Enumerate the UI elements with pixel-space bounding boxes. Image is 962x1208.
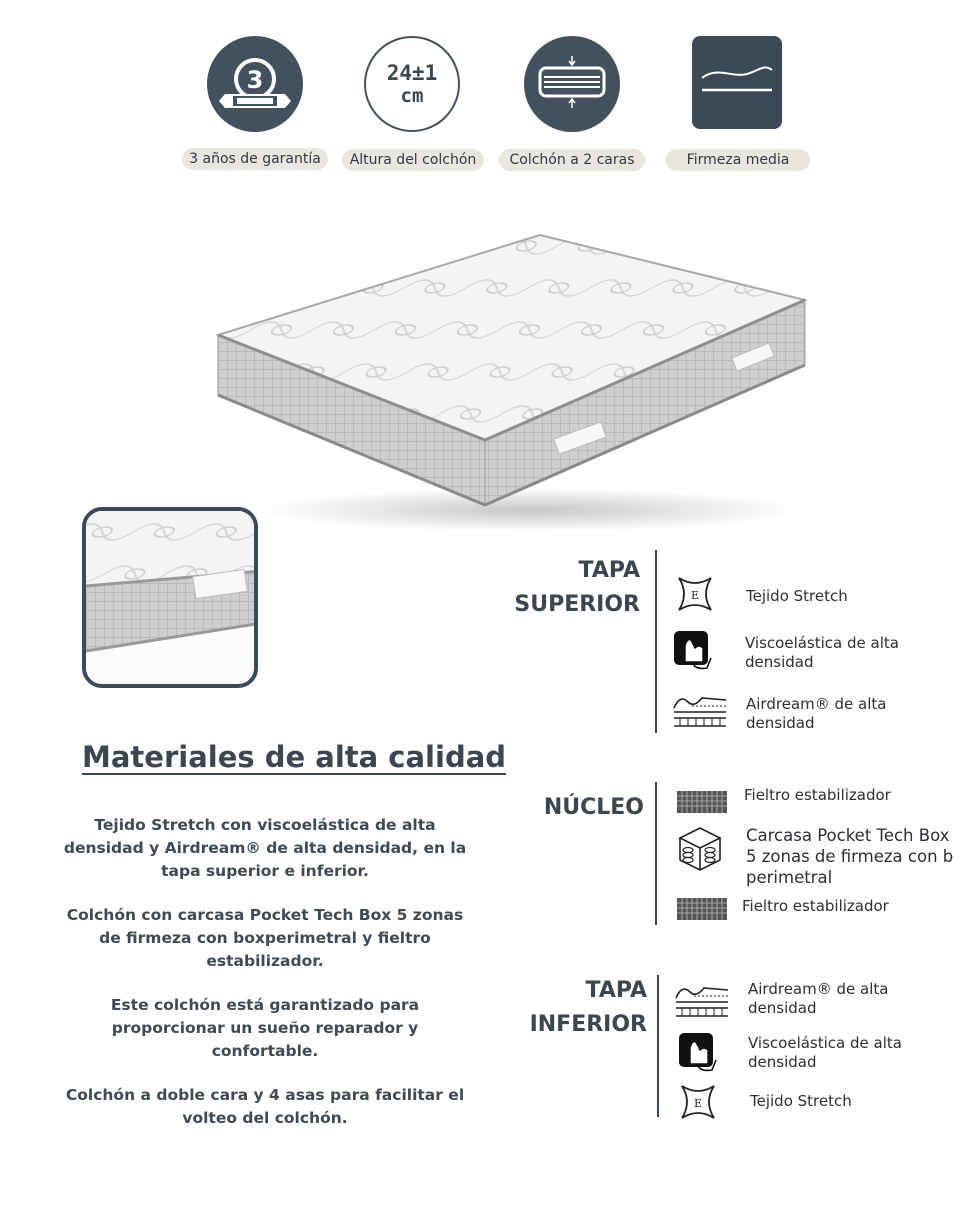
stretch-fabric-icon — [678, 1082, 718, 1122]
height-label: Altura del colchón — [342, 149, 484, 171]
airdream-icon — [672, 690, 728, 730]
height-unit: cm — [400, 85, 424, 107]
warranty-badge-icon — [207, 36, 303, 132]
materials-paragraph-1: Tejido Stretch con viscoelástica de alta densidad y Airdream® de alta densidad, en la tapa superior e inferior. — [63, 816, 467, 880]
height-badge-icon — [364, 36, 460, 132]
bottom-item-viscoelastic: Viscoelástica de alta densidad — [748, 1034, 902, 1071]
materials-paragraph-2: Colchón con carcasa Pocket Tech Box 5 zonas de firmeza con boxperimetral y fieltro estabilizador. — [66, 906, 464, 970]
warranty-label: 3 años de garantía — [182, 148, 328, 170]
bottom-layer-title: TAPA INFERIOR — [529, 978, 647, 1037]
viscoelastic-icon — [673, 630, 713, 670]
svg-text:E: E — [693, 1097, 703, 1110]
core-layer-title: NÚCLEO — [543, 795, 644, 820]
two-sides-badge-icon — [524, 36, 620, 132]
stretch-fabric-icon — [675, 574, 715, 614]
top-layer-divider — [655, 550, 657, 733]
bottom-item-stretch: Tejido Stretch — [750, 1092, 852, 1110]
firmness-label: Firmeza media — [666, 149, 810, 171]
core-item-pocket-tech: Carcasa Pocket Tech Box 5 zonas de firmeza con b perimetral — [746, 826, 954, 887]
mattress-detail-thumbnail — [82, 507, 258, 688]
core-item-felt-top: Fieltro estabilizador — [744, 786, 891, 804]
top-item-stretch: Tejido Stretch — [746, 587, 848, 605]
viscoelastic-icon — [678, 1032, 718, 1072]
core-layer-divider — [655, 782, 657, 925]
top-layer-title: TAPA SUPERIOR — [514, 558, 640, 617]
materials-paragraph-4: Colchón a doble cara y 4 asas para facilitar el volteo del colchón. — [65, 1086, 465, 1127]
materials-paragraph-3: Este colchón está garantizado para proporcionar un sueño reparador y confortable. — [110, 996, 420, 1060]
felt-stabilizer-icon — [677, 898, 727, 920]
top-item-airdream: Airdream® de alta densidad — [746, 695, 887, 732]
core-item-felt-bottom: Fieltro estabilizador — [742, 897, 889, 915]
felt-stabilizer-icon — [677, 791, 727, 813]
airdream-icon — [674, 980, 730, 1020]
bottom-layer-divider — [657, 975, 659, 1117]
top-item-viscoelastic: Viscoelástica de alta densidad — [745, 634, 899, 671]
firmness-badge-icon — [692, 36, 782, 129]
materials-heading: Materiales de alta calidad — [82, 740, 507, 774]
two-sides-label: Colchón a 2 caras — [499, 149, 645, 171]
pocket-springs-icon — [676, 824, 724, 872]
bottom-item-airdream: Airdream® de alta densidad — [748, 980, 889, 1017]
warranty-number: 3 — [246, 66, 264, 94]
svg-text:E: E — [690, 589, 700, 602]
mattress-image — [200, 225, 820, 535]
height-value: 24±1 — [386, 61, 438, 85]
